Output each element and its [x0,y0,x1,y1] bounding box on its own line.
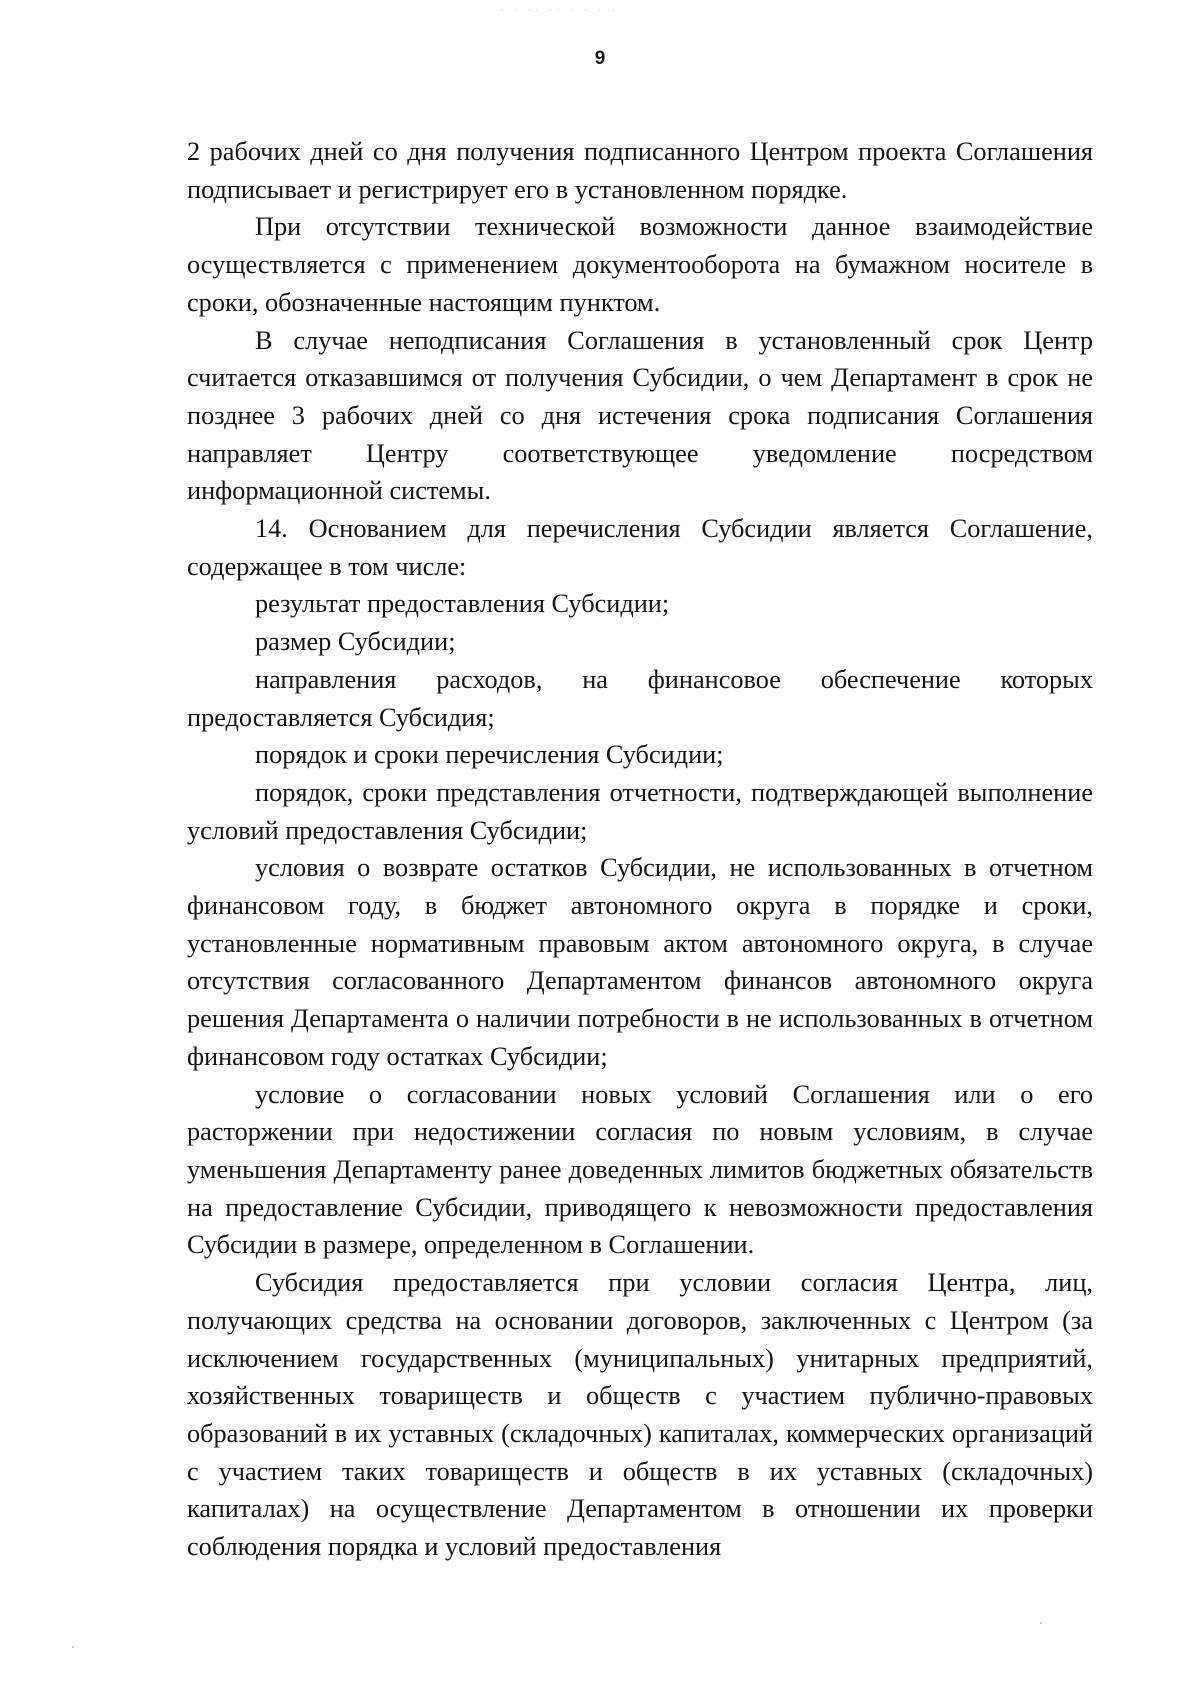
paragraph: Субсидия предоставляется при условии согласия Центра, лиц, получающих средства на основании договоров, заключенных с Центром (за исключением государственных (муниципальных) унитарных предприятий, хозяйственных товариществ и обществ с участием публично-правовых образований в их уставных (складочных) капиталах, коммерческих организаций с участием таких товариществ и обществ в их уставных (складочных) капиталах) на осуществление Департаментом в отношении их проверки соблюдения порядка и условий предоставления [187,1268,1093,1562]
list-item: условия о возврате остатков Субсидии, не использованных в отчетном финансовом году, в бюджет автономного округа в порядке и сроки, установленные нормативным правовым актом автономного округа, в случае отсутствия согласованного Департаментом финансов автономного округа решения Департамента о наличии потребности в не использованных в отчетном финансовом году остатках Субсидии; [187,853,1093,1071]
document-body [187,133,1093,1566]
scan-speck [72,1646,74,1648]
list-item: направления расходов, на финансовое обеспечение которых предоставляется Субсидия; [187,664,1093,732]
list-item: размер Субсидии; [255,627,456,657]
paragraph-continuation: 2 рабочих дней со дня получения подписанного Центром проекта Соглашения подписывает и регистрирует его в установленном порядке. [187,137,1093,204]
page-number: 9 [594,48,606,69]
list-item: результат предоставления Субсидии; [255,589,670,619]
list-item: порядок, сроки представления отчетности, подтверждающей выполнение условий предоставления Субсидии; [187,777,1093,845]
paragraph: В случае неподписания Соглашения в установленный срок Центр считается отказавшимся от получения Субсидии, о чем Департамент в срок не позднее 3 рабочих дней со дня истечения срока подписания Соглашения направляет Центру соответствующее уведомление посредством информационной системы. [187,325,1093,506]
paragraph: При отсутствии технической возможности данное взаимодействие осуществляется с применением документооборота на бумажном носителе в сроки, обозначенные настоящим пунктом. [187,212,1093,317]
scan-artifact: · · ·· ·· · · · · [500,6,619,17]
paragraph-item-14: 14. Основанием для перечисления Субсидии является Соглашение, содержащее в том числе: [187,514,1093,581]
list-item: порядок и сроки перечисления Субсидии; [255,740,724,770]
list-item: условие о согласовании новых условий Соглашения или о его расторжении при недостижении согласия по новым условиям, в случае уменьшения Департаменту ранее доведенных лимитов бюджетных обязательств на предоставление Субсидии, приводящего к невозможности предоставления Субсидии в размере, определенном в Соглашении. [187,1079,1093,1260]
scan-speck [1040,1622,1042,1624]
